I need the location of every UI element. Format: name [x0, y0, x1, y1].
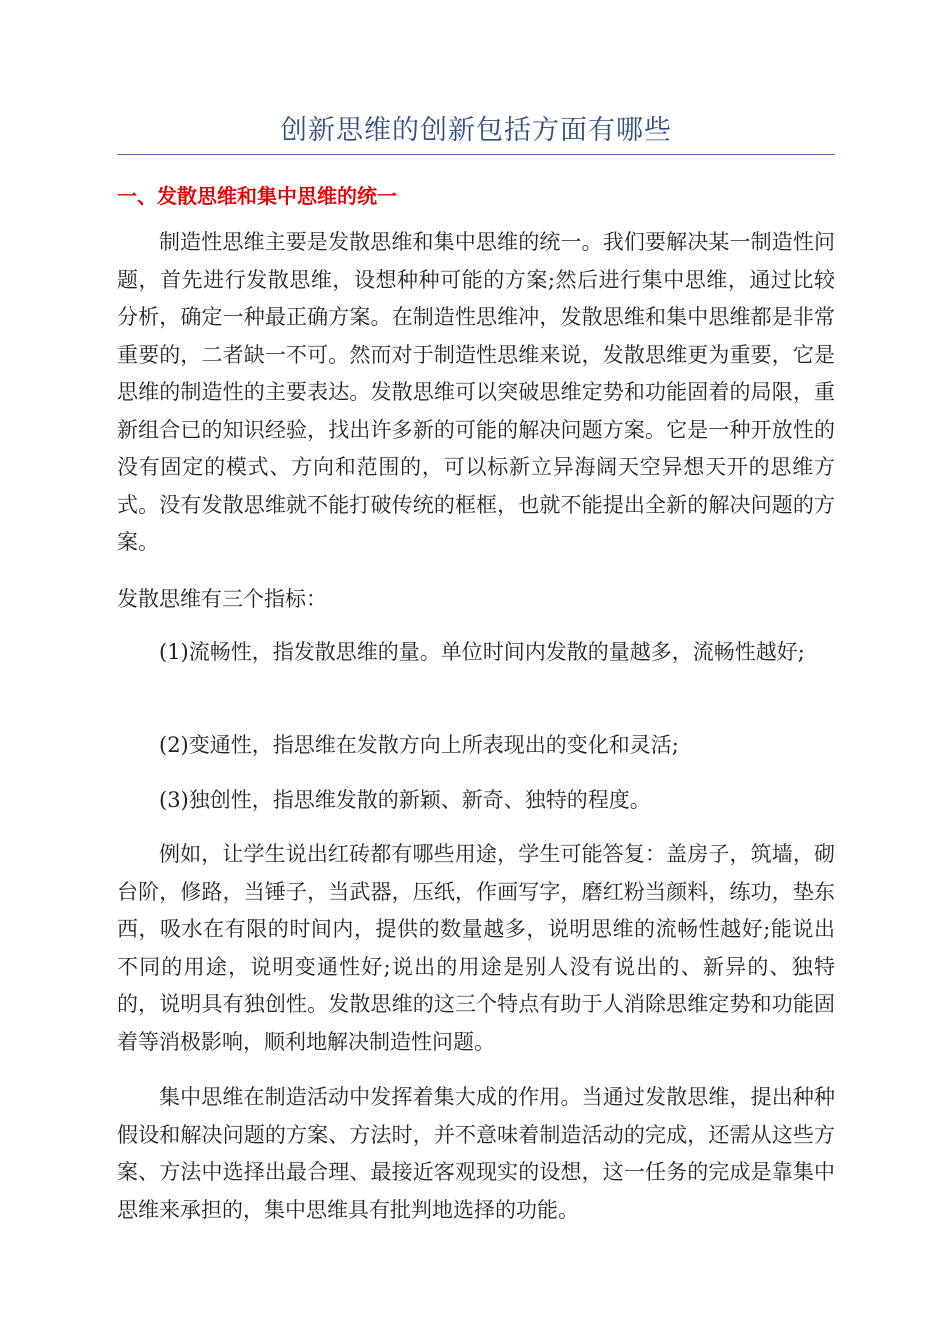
paragraph-2: 发散思维有三个指标： — [117, 587, 327, 611]
title-underline — [117, 154, 835, 155]
section-heading: 一、发散思维和集中思维的统一 — [117, 184, 397, 208]
paragraph-7: 集中思维在制造活动中发挥着集大成的作用。当通过发散思维，提出种种假设和解决问题的方案、方法时，并不意味着制造活动的完成，还需从这些方案、方法中选择出最合理、最接近客观现实的设想，这一任务的完成是靠集中思维来承担的，集中思维具有批判地选择的功能。 — [117, 1085, 835, 1222]
paragraph-3: (1)流畅性，指发散思维的量。单位时间内发散的量越多，流畅性越好; — [159, 640, 805, 664]
paragraph-5: (3)独创性，指思维发散的新颖、新奇、独特的程度。 — [159, 788, 651, 812]
paragraph-6: 例如，让学生说出红砖都有哪些用途，学生可能答复：盖房子，筑墙，砌台阶，修路，当锤子，当武器，压纸，作画写字，磨红粉当颜料，练功，垫东西，吸水在有限的时间内，提供的数量越多，说明思维的流畅性越好;能说出不同的用途，说明变通性好;说出的用途是别人没有说出的、新异的、独特的，说明具有独创性。发散思维的这三个特点有助于人消除思维定势和功能固着等消极影响，顺利地解决制造性问题。 — [117, 842, 835, 1054]
document-title: 创新思维的创新包括方面有哪些 — [280, 115, 672, 146]
paragraph-4: (2)变通性，指思维在发散方向上所表现出的变化和灵活; — [159, 733, 679, 757]
paragraph-1: 制造性思维主要是发散思维和集中思维的统一。我们要解决某一制造性问题，首先进行发散思维，设想种种可能的方案;然后进行集中思维，通过比较分析，确定一种最正确方案。在制造性思维冲，发散思维和集中思维都是非常重要的，二者缺一不可。然而对于制造性思维来说，发散思维更为重要，它是思维的制造性的主要表达。发散思维可以突破思维定势和功能固着的局限，重新组合已的知识经验，找出许多新的可能的解决问题方案。它是一种开放性的没有固定的模式、方向和范围的，可以标新立异海阔天空异想天开的思维方式。没有发散思维就不能打破传统的框框，也就不能提出全新的解决问题的方案。 — [117, 230, 835, 554]
